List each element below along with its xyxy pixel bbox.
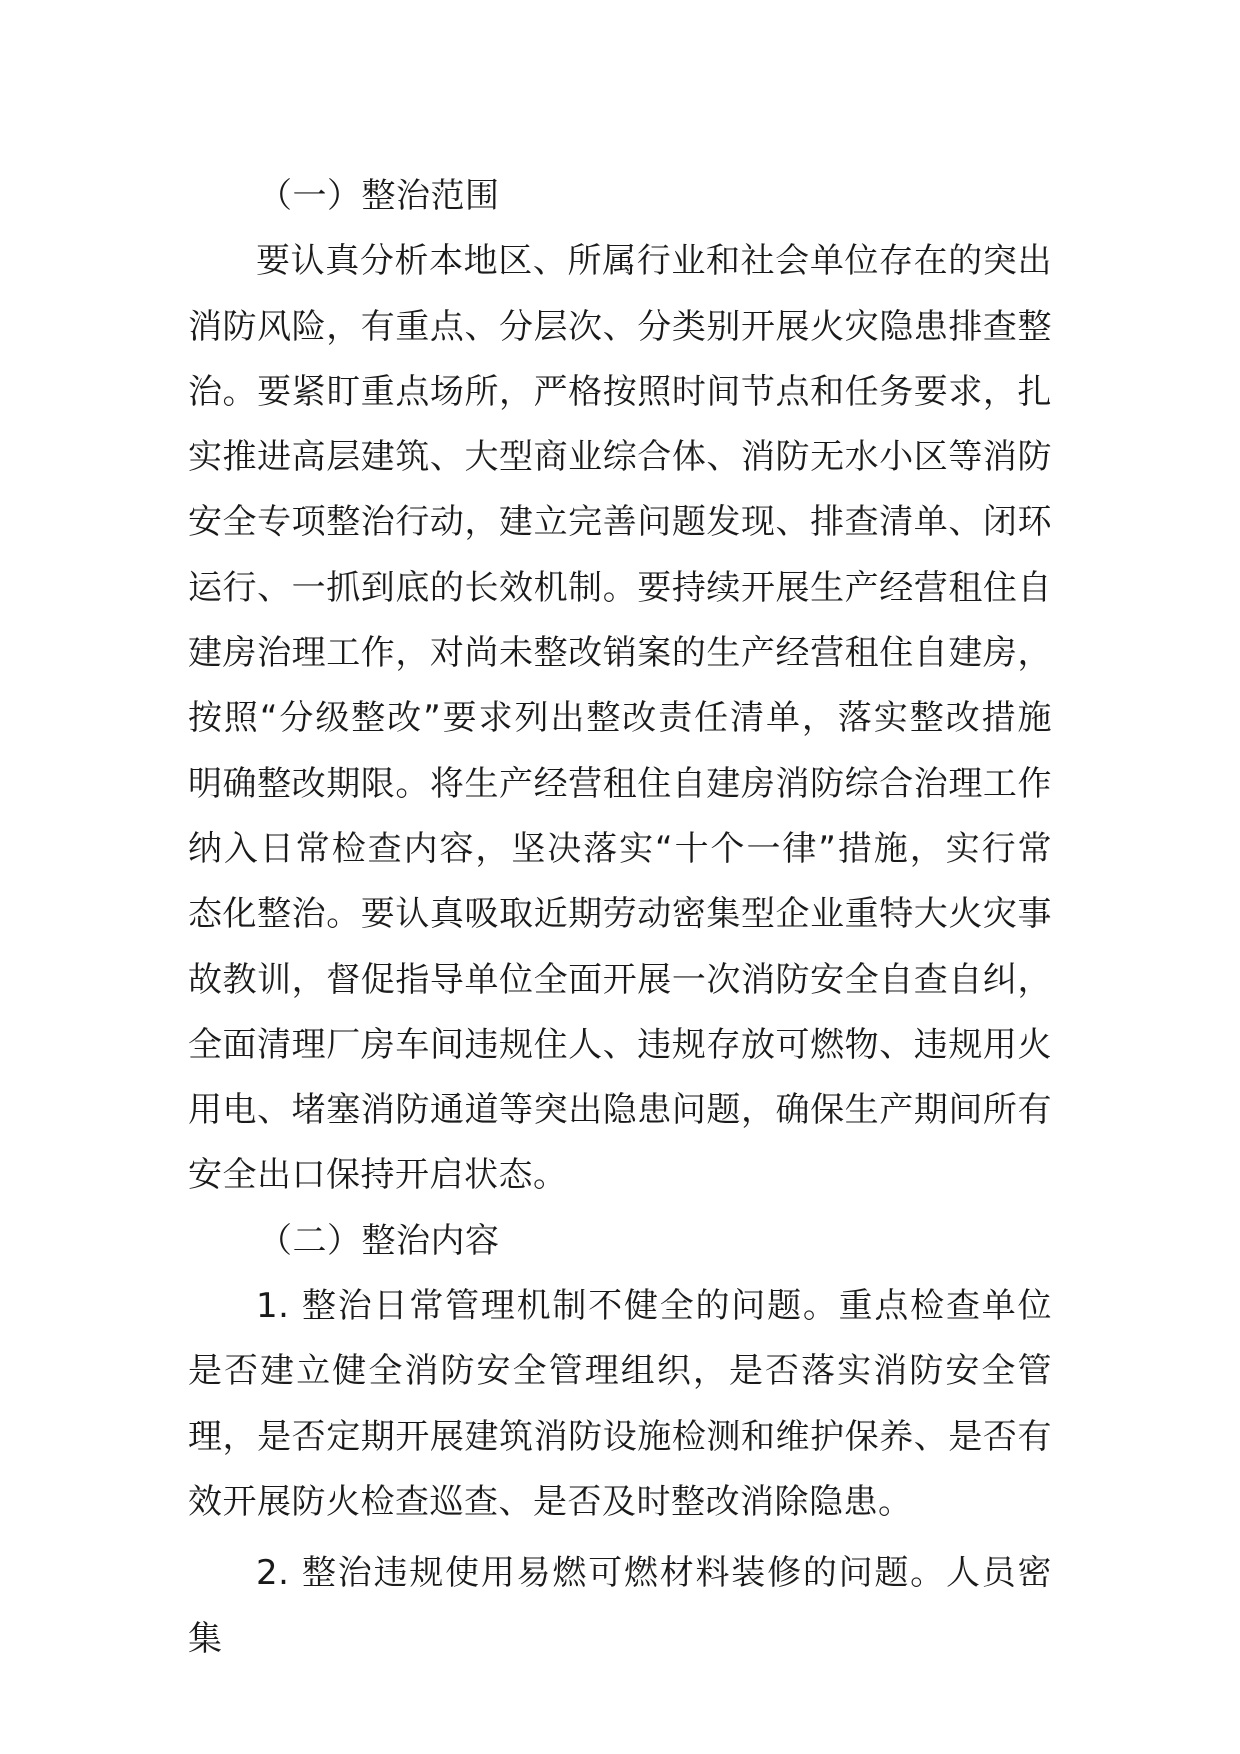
section-2-item-1: 1. 整治日常管理机制不健全的问题。重点检查单位是否建立健全消防安全管理组织，是否落实消防安全管理，是否定期开展建筑消防设施检测和维护保养、是否有效开展防火检查巡查、是否及时整改消除隐患。 — [188, 1286, 1052, 1522]
section-2-item-2: 2. 整治违规使用易燃可燃材料装修的问题。人员密集 — [188, 1553, 1052, 1659]
section-1-paragraph: 要认真分析本地区、所属行业和社会单位存在的突出消防风险，有重点、分层次、分类别开展火灾隐患排查整治。要紧盯重点场所，严格按照时间节点和任务要求，扎实推进高层建筑、大型商业综合体、消防无水小区等消防安全专项整治行动，建立完善问题发现、排查清单、闭环运行、一抓到底的长效机制。要持续开展生产经营租住自建房治理工作，对尚未整改销案的生产经营租住自建房，按照“分级整改”要求列出整改责任清单，落实整改措施明确整改期限。将生产经营租住自建房消防综合治理工作纳入日常检查内容，坚决落实“十个一律”措施，实行常态化整治。要认真吸取近期劳动密集型企业重特大火灾事故教训，督促指导单位全面开展一次消防安全自查自纠，全面清理厂房车间违规住人、违规存放可燃物、违规用火用电、堵塞消防通道等突出隐患问题，确保生产期间所有安全出口保持开启状态。 — [188, 241, 1052, 1196]
section-1-heading: （一）整治范围 — [258, 176, 500, 216]
document-body — [188, 164, 1052, 1672]
section-2-heading: （二）整治内容 — [258, 1220, 500, 1261]
